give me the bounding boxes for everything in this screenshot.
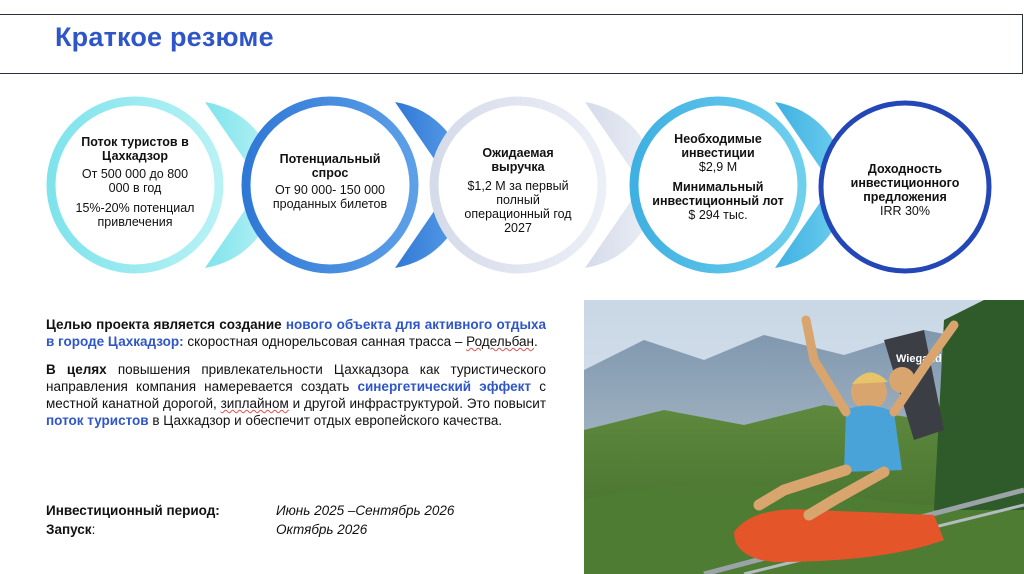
investment-period-row: [46, 503, 455, 518]
circle-2-text: [268, 152, 392, 211]
circle-3-line-1: $1,2 М за первый полный операционный год 2027: [464, 179, 572, 235]
p1-rodelban: Родельбан: [466, 334, 535, 349]
launch-row: [46, 522, 368, 537]
investment-period-value: Июнь 2025 –Сентябрь 2026: [276, 503, 455, 518]
circle-4-value-2: $ 294 тыс.: [688, 208, 748, 222]
launch-label: Запуск: [46, 522, 92, 537]
sled-brand: Wiegand: [896, 353, 942, 365]
description-paragraph-2: [46, 361, 546, 429]
page-title: Краткое резюме: [55, 22, 274, 52]
launch-colon: :: [91, 522, 96, 537]
p2-text-3: и другой инфраструктурой. Это повысит: [288, 396, 546, 411]
p1-text: скоростная однорельсовая санная трасса –: [183, 334, 467, 349]
circle-5-heading: Доходность инвестиционного предложения: [850, 162, 960, 204]
circle-1-heading: Поток туристов в Цахкадзор: [81, 135, 189, 163]
p1-highlight: нового объекта для активного отдыха в городе Цахкадзор:: [46, 317, 546, 349]
circle-5-line-1: IRR 30%: [879, 204, 931, 218]
p2-zipline: зиплайном: [220, 396, 289, 411]
circle-4-text: [652, 132, 784, 222]
circle-1-text: [70, 135, 200, 229]
circle-4-heading-2: Минимальный инвестиционный лот: [652, 180, 784, 208]
circle-2-heading: Потенциальный спрос: [279, 152, 381, 180]
circle-2-line-1: От 90 000- 150 000 проданных билетов: [272, 183, 388, 211]
kpi-flow: [0, 90, 1024, 290]
photo-illustration: [584, 300, 1024, 574]
p2-highlight-1: синергетический эффект: [357, 379, 532, 394]
p1-lead: Целью проекта является создание: [46, 317, 286, 332]
investment-period-label: Инвестиционный период:: [46, 503, 220, 518]
circle-4-heading: Необходимые инвестиции: [674, 132, 762, 160]
circle-3-heading: Ожидаемая выручка: [482, 146, 554, 174]
circle-5-text: [843, 162, 967, 218]
circle-1-line-2: 15%-20% потенциал привлечения: [75, 201, 195, 229]
p2-text-1: повышения привлекательности Цахкадзора как туристического направления компания намеревается создать: [46, 362, 546, 394]
project-description: [46, 316, 546, 440]
circle-3-text: [462, 146, 574, 235]
p2-text-2: с местной канатной дорогой,: [46, 379, 546, 411]
p2-text-4: в Цахкадзор и обеспечит отдых европейского качества.: [148, 413, 503, 428]
p2-lead: В целях: [46, 362, 107, 377]
circle-1-line-1: От 500 000 до 800 000 в год: [81, 167, 189, 195]
alpine-coaster-photo: [584, 300, 1024, 574]
launch-value: Октябрь 2026: [276, 522, 368, 537]
description-paragraph-1: [46, 316, 546, 350]
p1-end: .: [534, 334, 538, 349]
circle-4-value: $2,9 М: [698, 160, 738, 174]
p2-highlight-2: поток туристов: [46, 413, 149, 428]
